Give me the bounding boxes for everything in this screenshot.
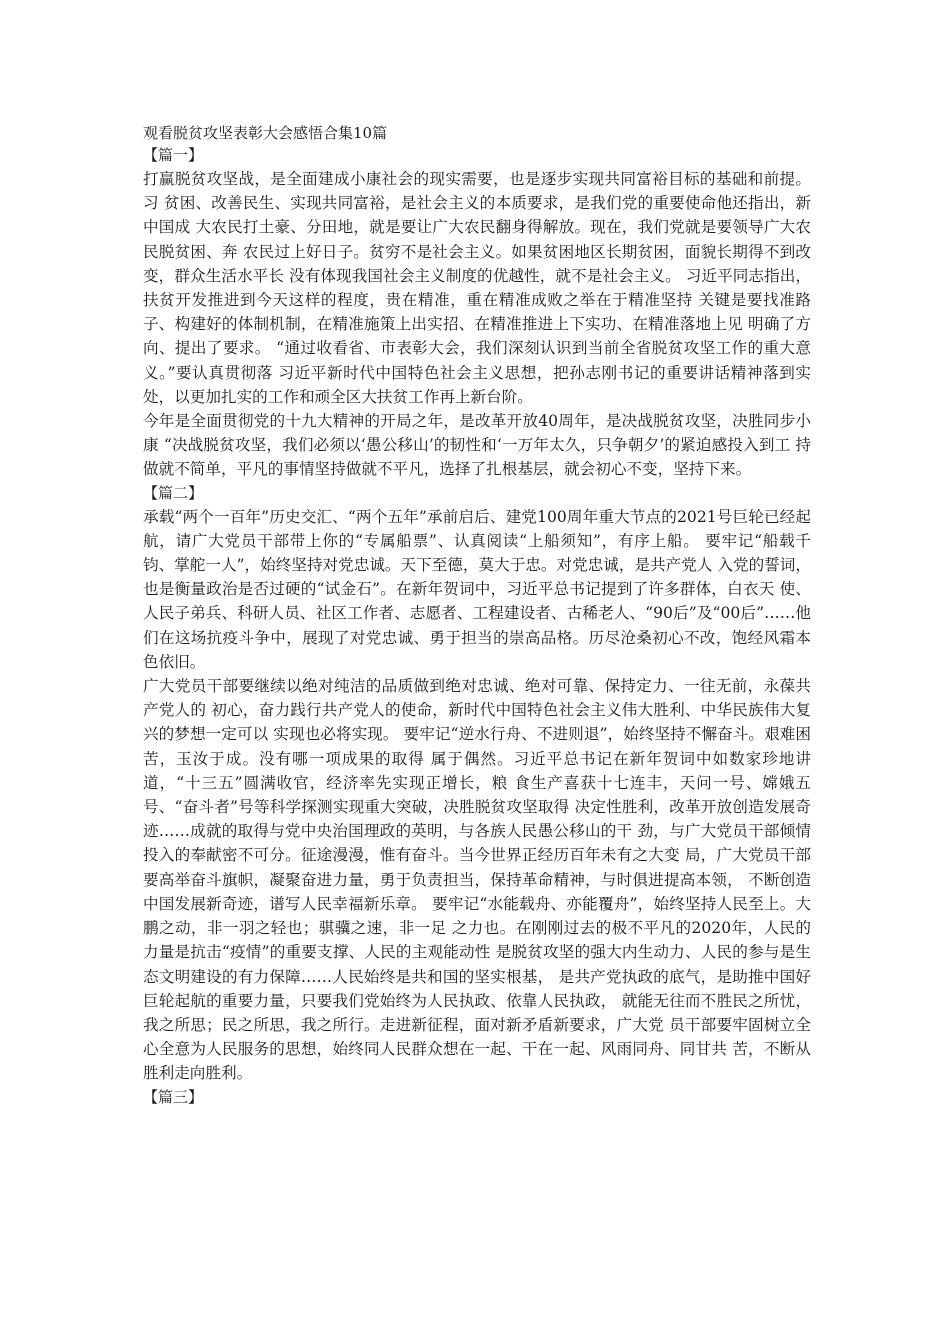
- document-title: 观看脱贫攻坚表彰大会感悟合集10篇: [143, 124, 388, 142]
- section-heading-1: 【篇一】: [143, 146, 204, 164]
- section-1-paragraph-1: 打赢脱贫攻坚战，是全面建成小康社会的现实需要，也是逐步实现共同富裕目标的基础和前提。习 贫困、改善民生、实现共同富裕，是社会主义的本质要求，是我们党的重要使命他还指出，新中国成 大农民打土豪、分田地，就是要让广大农民翻身得解放。现在，我们党就是要领导广大农民脱贫困、奔 农民过上好日子。贫穷不是社会主义。如果贫困地区长期贫困，面貌长期得不到改变，群众生活水平长 没有体现我国社会主义制度的优越性，就不是社会主义。 习近平同志指出，扶贫开发推进到今天这样的程度，贵在精准，重在精准成败之举在于精准坚持 关键是要找准路子、构建好的体制机制，在精准施策上出实招、在精准推进上下实功、在精准落地上见 明确了方向、提出了要求。 “通过收看省、市表彰大会，我们深刻认识到当前全省脱贫攻坚工作的重大意义。”要认真贯彻落 习近平新时代中国特色社会主义思想，把孙志刚书记的重要讲话精神落到实处，以更加扎实的工作和顽全区大扶贫工作再上新台阶。: [143, 170, 811, 406]
- section-1-paragraph-2: 今年是全面贯彻党的十九大精神的开局之年，是改革开放40周年，是决战脱贫攻坚，决胜同步小康 “决战脱贫攻坚，我们必须以‘愚公移山’的韧性和‘一万年太久，只争朝夕’的紧迫感投入到工 持做就不简单，平凡的事情坚持做就不平凡，选择了扎根基层，就会初心不变，坚持下来。: [143, 412, 811, 479]
- section-2-paragraph-2: 广大党员干部要继续以绝对纯洁的品质做到绝对忠诚、绝对可靠、保持定力、一往无前，永葆共产党人的 初心，奋力践行共产党人的使命，新时代中国特色社会主义伟大胜利、中华民族伟大复兴的梦想一定可以 实现也必将实现。 要牢记“逆水行舟、不进则退”，始终坚持不懈奋斗。艰难困苦，玉汝于成。没有哪一项成果的取得 属于偶然。习近平总书记在新年贺词中如数家珍地讲道，“十三五”圆满收官，经济率先实现正增长，粮 食生产喜获十七连丰，天问一号、嫦娥五号、“奋斗者”号等科学探测实现重大突破，决胜脱贫攻坚取得 决定性胜利，改革开放创造发展奇迹……成就的取得与党中央治国理政的英明，与各族人民愚公移山的干 劲，与广大党员干部倾情投入的奉献密不可分。征途漫漫，惟有奋斗。当今世界正经历百年未有之大变 局，广大党员干部要高举奋斗旗帜，凝聚奋进力量，勇于负责担当，保持革命精神，与时俱进提高本领， 不断创造中国发展新奇迹，谱写人民幸福新乐章。 要牢记“水能载舟、亦能覆舟”，始终坚持人民至上。大鹏之动，非一羽之轻也；骐骥之速，非一足 之力也。在刚刚过去的极不平凡的2020年，人民的力量是抗击“疫情”的重要支撑、人民的主观能动性 是脱贫攻坚的强大内生动力、人民的参与是生态文明建设的有力保障……人民始终是共和国的坚实根基， 是共产党执政的底气，是助推中国好巨轮起航的重要力量，只要我们党始终为人民执政、依靠人民执政， 就能无往而不胜民之所忧，我之所思；民之所思，我之所行。走进新征程，面对新矛盾新要求，广大党 员干部要牢固树立全心全意为人民服务的思想，始终同人民群众想在一起、干在一起、风雨同舟、同甘共 苦，不断从胜利走向胜利。: [143, 677, 811, 1083]
- document-page: [143, 122, 811, 1109]
- section-heading-2: 【篇二】: [143, 483, 204, 502]
- section-heading-3: 【篇三】: [143, 1087, 204, 1106]
- section-2-paragraph-1: 承载“两个一百年”历史交汇、“两个五年”承前启后、建党100周年重大节点的2021号巨轮已经起 航，请广大党员干部带上你的“专属船票”、认真阅读“上船须知”，有序上船。 要牢记“船载千钧、掌舵一人”，始终坚持对党忠诚。天下至德，莫大于忠。对党忠诚，是共产党人 入党的誓词，也是衡量政治是否过硬的“试金石”。在新年贺词中，习近平总书记提到了许多群体，白衣天 使、人民子弟兵、科研人员、社区工作者、志愿者、工程建设者、古稀老人、“90后”及“00后”……他 们在这场抗疫斗争中，展现了对党忠诚、勇于担当的崇高品格。历尽沧桑初心不改，饱经风霜本色依旧。: [143, 507, 811, 671]
